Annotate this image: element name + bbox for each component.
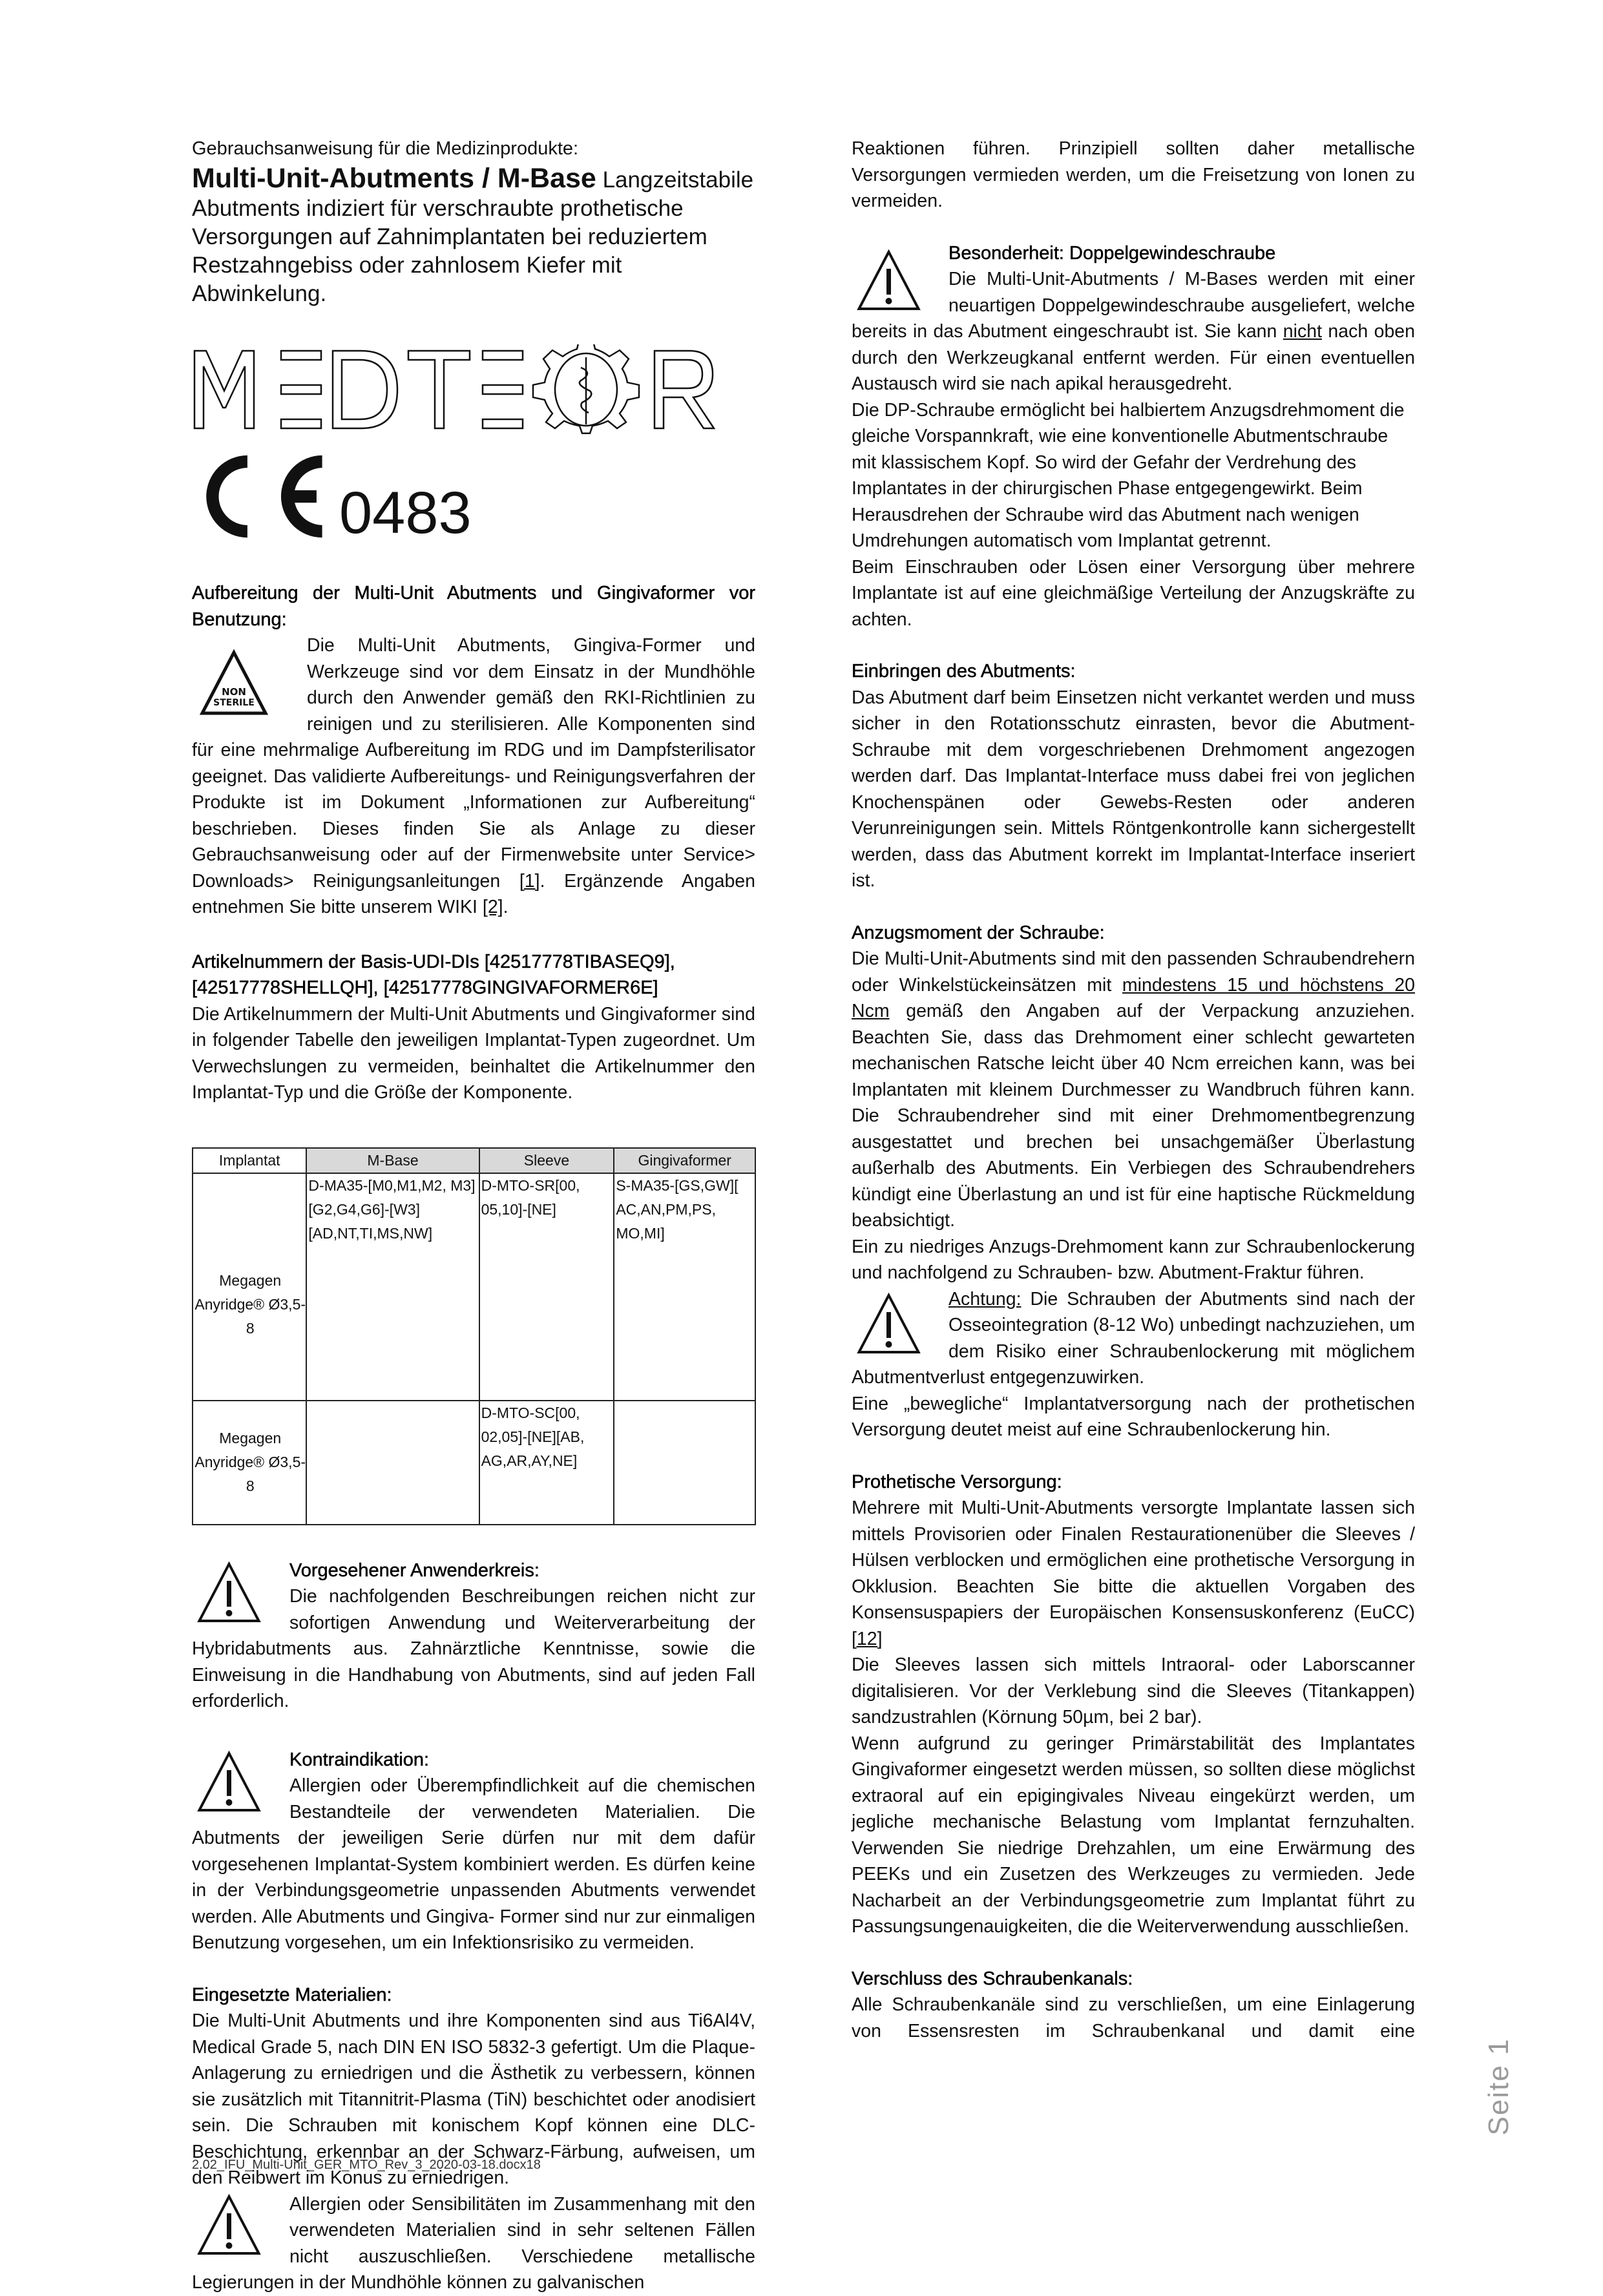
ce-marking bbox=[192, 443, 755, 546]
section-heading-einbringen: Einbringen des Abutments: bbox=[852, 661, 1076, 682]
doppelgewinde-paragraph-3: Beim Einschrauben oder Lösen einer Versorgung über mehrere Implantate ist auf eine gleichmäßige Verteilung der Anzugskräfte zu achten. bbox=[852, 556, 1415, 630]
achtung-label: Achtung: bbox=[948, 1288, 1022, 1310]
svg-text:NON: NON bbox=[222, 686, 246, 698]
torque-range-emphasis: mindestens 15 und höchstens 20 Ncm bbox=[852, 974, 1415, 1021]
section-heading-verschluss: Verschluss des Schraubenkanals: bbox=[852, 1968, 1133, 1989]
notified-body-number: 0483 bbox=[339, 480, 472, 546]
section-prothetik-text: Mehrere mit Multi-Unit-Abutments versorgte Implantate lassen sich mittels Provisorien oder Finalen Restaurationenüber die Sleeves / Hülsen verblocken und ermöglichen eine prothetische Versorgung in Okklusion. Beachten Sie bitte die aktuellen Vorgaben des Konsensuspapiers der Europäischen Konsensuskonferenz (EuCC) [12] bbox=[852, 1498, 1415, 1649]
warning-icon bbox=[192, 1751, 266, 1815]
table-cell-sleeve: D-MTO-SR[00, 05,10]-[NE] bbox=[479, 1173, 614, 1401]
table-cell-gingivaformer: S-MA35-[GS,GW][ AC,AN,PM,PS, MO,MI] bbox=[614, 1173, 755, 1401]
warning-icon bbox=[192, 2194, 266, 2259]
table-cell-implantat: Megagen Anyridge® Ø3,5-8 bbox=[193, 1173, 306, 1401]
table-header-mbase: M-Base bbox=[306, 1148, 479, 1173]
table-header-sleeve: Sleeve bbox=[479, 1148, 614, 1173]
doppelgewinde-paragraph-2: Die DP-Schraube ermöglicht bei halbiertem Anzugsdrehmoment die gleiche Vorspannkraft, wie eine konventionelle Abutmentschraube mit klassischem Kopf. So wird der Gefahr der Verdrehung des Implantates in der chirurgischen Phase entgegengewirkt. Beim Herausdrehen der Schraube wird das Abutment nach wenigen Umdrehungen automatisch vom Implantat getrennt. bbox=[852, 399, 1405, 551]
section-materialien-warning: Allergien oder Sensibilitäten im Zusammenhang mit den verwendeten Materialien sind in sehr seltenen Fällen nicht auszuschließen. Verschiedene metallische Legierungen in der Mundhöhle können zu galvanischen bbox=[192, 2193, 755, 2293]
warning-icon bbox=[852, 249, 926, 314]
section-heading-materialien: Eingesetzte Materialien: bbox=[192, 1984, 392, 2005]
section-doppelgewinde: Besonderheit: Doppelgewindeschraube Die Multi-Unit-Abutments / M-Bases werden mit einer neuartigen Doppelgewindeschraube ausgeliefert, welche bereits in das Abutment eingeschraubt ist. Sie kann nicht nach oben durch den Werkzeugkanal entfernt werden. Für einen eventuellen Austausch wird sie nach apikal herausgedreht. bbox=[852, 240, 1415, 397]
table-cell-mbase bbox=[306, 1401, 479, 1525]
section-materialien-text: Die Multi-Unit Abutments und ihre Komponenten sind aus Ti6Al4V, Medical Grade 5, nach DIN EN ISO 5832-3 gefertigt. Um die Plaque-Anlagerung zu erniedrigen und die Ästhetik zu verbessern, können sie zusätzlich mit Titannitrit-Plasma (TiN) beschichtet oder anodisiert sein. Die Schrauben mit konischem Kopf können eine DLC-Beschichtung, erkennbar an der Schwarz-Färbung, aufweisen, um den Reibwert im Konus zu erniedrigen. bbox=[192, 2010, 755, 2188]
section-kontraindikation: Kontraindikation: Allergien oder Überempfindlichkeit auf die chemischen Bestandteile der verwendeten Materialien. Die Abutments der jeweiligen Serie dürfen nur mit dem dafür vorgesehenen Implantat-System kombiniert werden. Es dürfen keine in der Verbindungsgeometrie unpassenden Abutments verwendet werden. Alle Abutments und Gingiva- Former sind nur zur einmaligen Benutzung vorgesehen, um ein Infektionsrisiko zu vermeiden. bbox=[192, 1747, 755, 1956]
section-einbringen-text: Das Abutment darf beim Einsetzen nicht verkantet werden und muss sicher in den Rotationsschutz einrasten, bevor die Abutment-Schraube mit dem vorgeschriebenen Drehmoment angezogen werden darf. Das Implantat-Interface muss dabei frei von jeglichen Knochenspänen oder Gewebs-Resten oder anderen Verunreinigungen sein. Mittels Röntgenkontrolle kann sichergestellt werden, dass das Abutment korrekt im Implantat-Interface inseriert ist. bbox=[852, 687, 1415, 891]
page-number: Seite 1 bbox=[1483, 2038, 1514, 2136]
section-heading-artikelnummern: Artikelnummern der Basis-UDI-DIs [42517778TIBASEQ9], [42517778SHELLQH], [42517778GINGIVAFORMER6E] bbox=[192, 951, 675, 998]
ce-mark-icon bbox=[192, 453, 334, 540]
section-verschluss-text: Alle Schraubenkanäle sind zu verschließen, um eine Einlagerung von Essensresten im Schraubenkanal und damit eine bbox=[852, 1994, 1415, 2041]
table-cell-sleeve: D-MTO-SC[00, 02,05]-[NE][AB, AG,AR,AY,NE] bbox=[479, 1401, 614, 1525]
article-number-table bbox=[192, 1147, 756, 1525]
document-title bbox=[192, 164, 755, 308]
right-column bbox=[852, 136, 1415, 2044]
medteor-logo bbox=[192, 344, 760, 435]
product-name: Multi-Unit-Abutments / M-Base bbox=[192, 163, 596, 194]
section-aufbereitung-text: NON STERILE Die Multi-Unit Abutments, Gingiva-Former und Werkzeuge sind vor dem Einsatz in der Mundhöhle durch den Anwender gemäß den RKI-Richtlinien zu reinigen und zu sterilisieren. Alle Komponenten sind für eine mehrmalige Aufbereitung im RDG und im Dampfsterilisator geeignet. Das validierte Aufbereitungs- und Reinigungsverfahren der Produkte ist im Dokument „Informationen zur Aufbereitung“ beschrieben. Dieses finden Sie als Anlage zu dieser Gebrauchsanweisung oder auf der Firmenwebsite unter Service> Downloads> Reinigungsanleitungen [1]. Ergänzende Angaben entnehmen Sie bitte unserem WIKI [2]. bbox=[192, 635, 755, 917]
document-filename-footer: 2.02_IFU_Multi-Unit_GER_MTO_Rev_3_2020-03-18.docx18 bbox=[192, 2158, 541, 2172]
svg-text:STERILE: STERILE bbox=[213, 698, 255, 708]
product-description: Langzeitstabile Abutments indiziert für verschraubte prothetische Versorgungen auf Zahnimplantaten bei reduziertem Restzahngebiss oder zahnlosem Kiefer mit Abwinkelung. bbox=[192, 167, 754, 306]
section-heading-doppelgewinde: Besonderheit: Doppelgewindeschraube bbox=[948, 242, 1276, 264]
section-heading-anwenderkreis: Vorgesehener Anwenderkreis: bbox=[289, 1560, 540, 1581]
table-header-gingivaformer: Gingivaformer bbox=[614, 1148, 755, 1173]
section-anwenderkreis: Vorgesehener Anwenderkreis: Die nachfolgenden Beschreibungen reichen nicht zur sofortigen Anwendung und Weiterverarbeitung der Hybridabutments aus. Zahnärztliche Kenntnisse, sowie die Einweisung in die Handhabung von Abutments, sind auf jeden Fall erforderlich. bbox=[192, 1558, 755, 1715]
continuation-text: Reaktionen führen. Prinzipiell sollten daher metallische Versorgungen vermieden werden, um die Freisetzung von Ionen zu vermeiden. bbox=[852, 138, 1415, 211]
reference-link-12[interactable]: [12] bbox=[852, 1628, 883, 1649]
table-header-implantat: Implantat bbox=[193, 1148, 306, 1173]
prothetik-paragraph-3: Wenn aufgrund zu geringer Primärstabilität des Implantates Gingivaformer eingesetzt werden müssen, so sollten diese möglichst extraoral auf ein epigingivales Niveau eingekürzt werden, um jegliche mechanische Belastung vom Implantat fernzuhalten. Verwenden Sie niedrige Drehzahlen, um eine Erwärmung des PEEKs und ein Zusetzen des Werkzeuges zu vermieden. Jede Nacharbeit an der Verbindungsgeometrie zum Implantat führt zu Passungsungenauigkeiten, die die Weiterverwendung ausschließen. bbox=[852, 1733, 1415, 1937]
warning-icon bbox=[192, 1561, 266, 1626]
table-cell-mbase: D-MA35-[M0,M1,M2, M3][G2,G4,G6]-[W3] [AD,NT,TI,MS,NW] bbox=[306, 1173, 479, 1401]
reference-link-2[interactable]: [2] bbox=[482, 897, 503, 917]
table-row bbox=[193, 1173, 755, 1401]
section-heading-prothetik: Prothetische Versorgung: bbox=[852, 1471, 1062, 1492]
non-sterile-icon bbox=[198, 649, 269, 720]
table-row bbox=[193, 1401, 755, 1525]
prothetik-paragraph-2: Die Sleeves lassen sich mittels Intraoral- oder Laborscanner digitalisieren. Vor der Verklebung sind die Sleeves (Titankappen) sandzustrahlen (Körnung 50µm, bei 2 bar). bbox=[852, 1654, 1415, 1727]
reference-link-1[interactable]: [1] bbox=[519, 870, 540, 892]
section-heading-kontraindikation: Kontraindikation: bbox=[289, 1749, 430, 1770]
section-anzugsmoment-text: Die Multi-Unit-Abutments sind mit den passenden Schraubendrehern oder Winkelstückeinsätzen mit mindestens 15 und höchstens 20 Ncm gemäß den Angaben auf der Verpackung anzuziehen. Beachten Sie, dass das Drehmoment einer schlecht gewarteten mechanischen Ratsche leicht über 40 Ncm erreichen kann, was bei Implantaten mit kleinem Durchmesser zu Wandbruch führen kann. Die Schraubendreher sind mit einer Drehmomentbegrenzung ausgestattet und brechen bei unsachgemäßer Überlastung außerhalb des Abutments. Ein Verbiegen des Schraubendrehers kündigt eine Überlastung an und ist für eine haptische Rückmeldung beabsichtigt. bbox=[852, 948, 1415, 1231]
left-column bbox=[192, 136, 755, 2296]
section-heading-aufbereitung: Aufbereitung der Multi-Unit Abutments und Gingivaformer vor Benutzung: bbox=[192, 583, 755, 630]
section-artikelnummern-text: Die Artikelnummern der Multi-Unit Abutments und Gingivaformer sind in folgender Tabelle den jeweiligen Implantat-Typen zugeordnet. Um Verwechslungen zu vermeiden, beinhaltet die Artikelnummer den Implantat-Typ und die Größe der Komponente. bbox=[192, 1003, 755, 1103]
warning-icon bbox=[852, 1293, 926, 1357]
anzugsmoment-paragraph-3: Eine „bewegliche“ Implantatversorgung nach der prothetischen Versorgung deutet meist auf eine Schraubenlockerung hin. bbox=[852, 1393, 1415, 1440]
table-cell-gingivaformer bbox=[614, 1401, 755, 1525]
anzugsmoment-paragraph-2: Ein zu niedriges Anzugs-Drehmoment kann zur Schraubenlockerung und nachfolgend zu Schrauben- bzw. Abutment-Fraktur führen. bbox=[852, 1236, 1415, 1283]
table-cell-implantat: Megagen Anyridge® Ø3,5-8 bbox=[193, 1401, 306, 1525]
section-heading-anzugsmoment: Anzugsmoment der Schraube: bbox=[852, 922, 1105, 943]
anzugsmoment-warning: Achtung: Die Schrauben der Abutments sind nach der Osseointegration (8-12 Wo) unbedingt nachzuziehen, um dem Risiko einer Schraubenlockerung mit möglichem Abutmentverlust entgegenzuwirken. bbox=[852, 1288, 1415, 1388]
emphasis-nicht: nicht bbox=[1283, 321, 1322, 342]
document-intro: Gebrauchsanweisung für die Medizinprodukte: bbox=[192, 138, 579, 159]
